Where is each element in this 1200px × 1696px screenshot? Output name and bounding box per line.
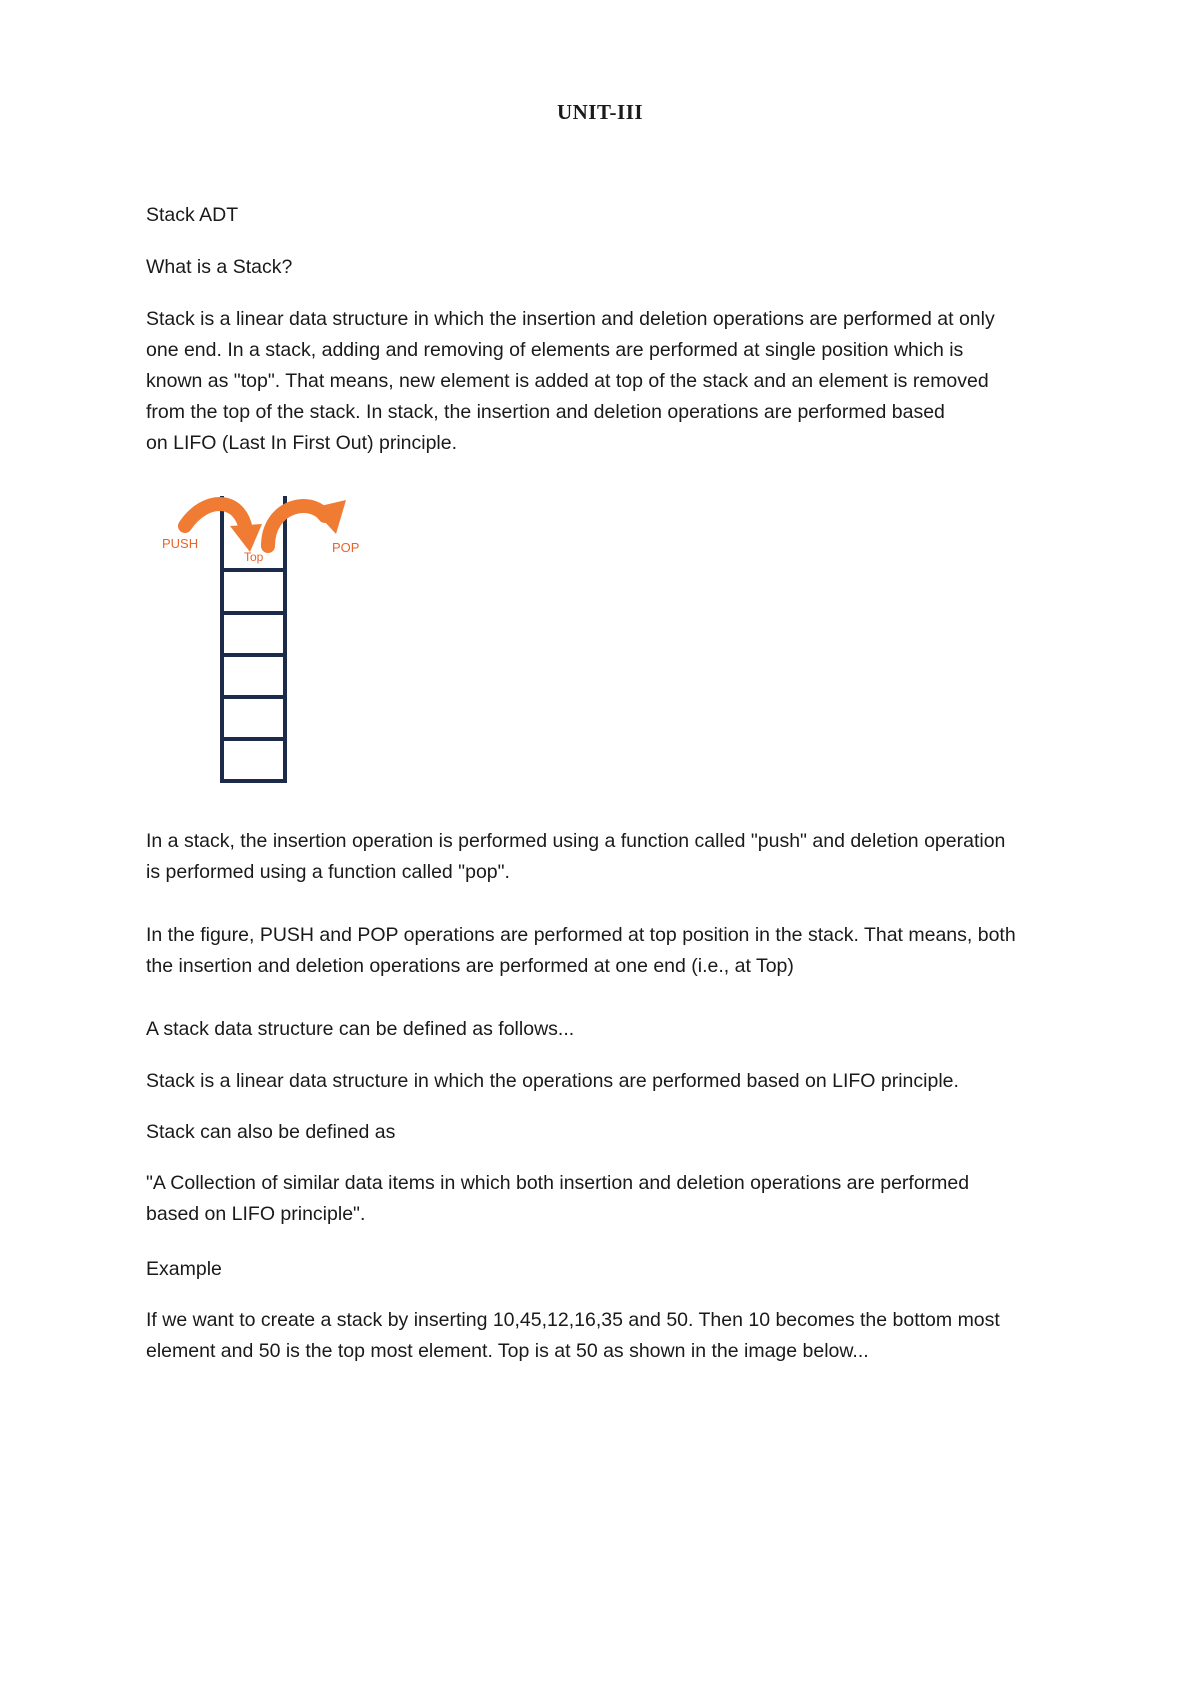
paragraph-line: If we want to create a stack by inserting 10,45,12,16,35 and 50. Then 10 becomes the bottom most — [146, 1309, 1000, 1331]
intro-line: one end. In a stack, adding and removing of elements are performed at single position which is — [146, 339, 964, 361]
example-paragraph — [146, 1305, 1076, 1367]
intro-line: from the top of the stack. In stack, the insertion and deletion operations are performed based — [146, 401, 945, 423]
definition-1: Stack is a linear data structure in which the operations are performed based on LIFO principle. — [146, 1070, 959, 1092]
push-pop-paragraph — [146, 826, 1076, 888]
paragraph-line: "A Collection of similar data items in which both insertion and deletion operations are performed — [146, 1172, 970, 1194]
paragraph-line: In a stack, the insertion operation is performed using a function called "push" and deletion operation — [146, 830, 1006, 852]
section-heading: Stack ADT — [146, 204, 239, 226]
push-arrowhead-icon — [230, 524, 262, 552]
intro-line: known as "top". That means, new element is added at top of the stack and an element is removed — [146, 370, 989, 392]
top-label: Top — [244, 550, 264, 564]
intro-line: on LIFO (Last In First Out) principle. — [146, 432, 458, 454]
pop-label: POP — [332, 540, 360, 555]
push-label: PUSH — [162, 536, 199, 551]
paragraph-line: In the figure, PUSH and POP operations are performed at top position in the stack. That means, both — [146, 924, 1016, 946]
question-heading: What is a Stack? — [146, 256, 293, 278]
intro-paragraph — [146, 304, 1076, 459]
unit-title: UNIT-III — [556, 100, 644, 124]
paragraph-line: element and 50 is the top most element. Top is at 50 as shown in the image below... — [146, 1340, 869, 1362]
definition-intro: A stack data structure can be defined as follows... — [146, 1018, 575, 1040]
definition-2-intro: Stack can also be defined as — [146, 1121, 396, 1143]
paragraph-line: is performed using a function called "pop". — [146, 861, 510, 883]
definition-2-paragraph — [146, 1168, 1076, 1230]
stack-diagram — [150, 486, 390, 786]
paragraph-line: based on LIFO principle". — [146, 1203, 366, 1225]
example-heading: Example — [146, 1258, 222, 1280]
figure-explanation-paragraph — [146, 920, 1076, 982]
paragraph-line: the insertion and deletion operations are performed at one end (i.e., at Top) — [146, 955, 794, 977]
intro-line: Stack is a linear data structure in which the insertion and deletion operations are performed at only — [146, 308, 995, 330]
